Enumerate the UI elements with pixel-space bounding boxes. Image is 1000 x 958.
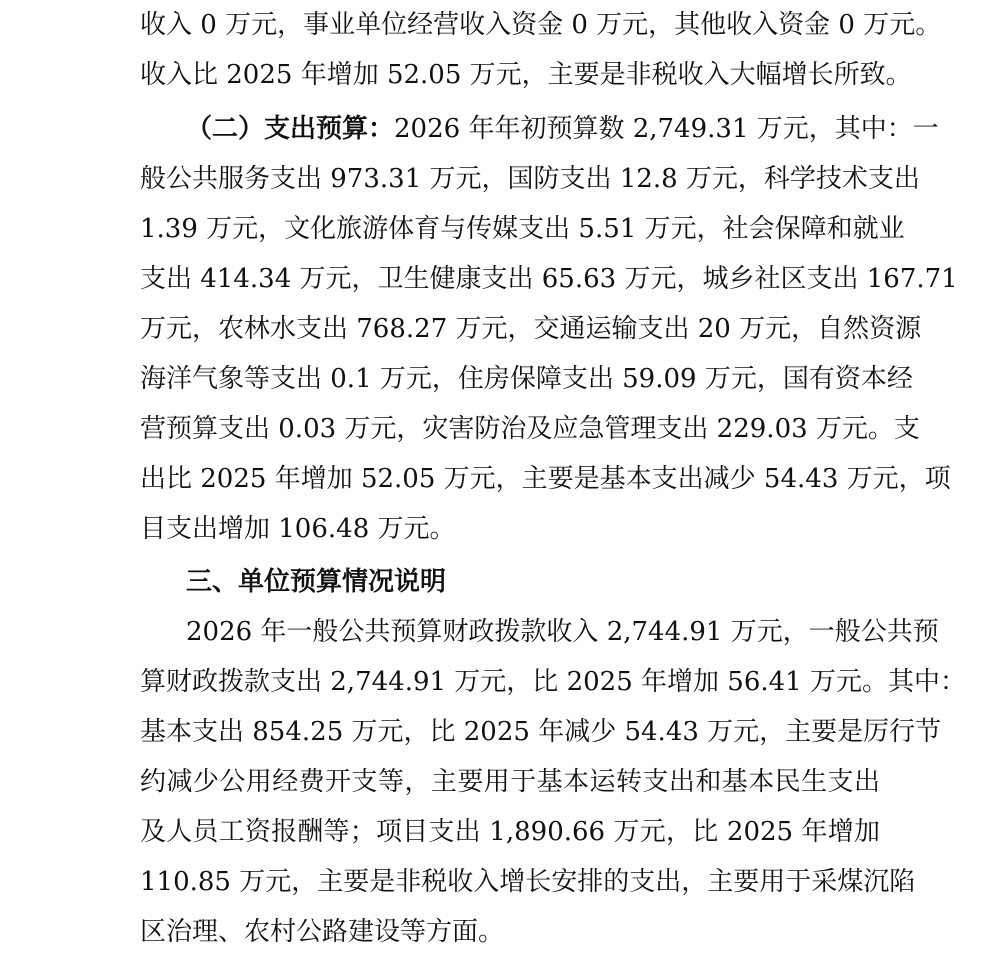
section-heading: 三、单位预算情况说明 <box>186 567 447 597</box>
body-text-line: 约减少公用经费开支等，主要用于基本运转支出和基本民生支出 <box>140 767 880 797</box>
body-text-line: 万元，农林水支出 768.27 万元，交通运输支出 20 万元，自然资源 <box>140 314 922 344</box>
body-text-line: 2026 年一般公共预算财政拨款收入 2,744.91 万元，一般公共预 <box>186 617 939 647</box>
body-text-line: 收入 0 万元，事业单位经营收入资金 0 万元，其他收入资金 0 万元。 <box>140 10 942 40</box>
body-text-line: 110.85 万元，主要是非税收入增长安排的支出，主要用于采煤沉陷 <box>140 867 916 897</box>
body-text-line: 目支出增加 106.48 万元。 <box>140 514 456 544</box>
body-text-line: 营预算支出 0.03 万元，灾害防治及应急管理支出 229.03 万元。支 <box>140 414 920 444</box>
body-text-line: 及人员工资报酬等；项目支出 1,890.66 万元，比 2025 年增加 <box>140 817 880 847</box>
body-text-line: 基本支出 854.25 万元，比 2025 年减少 54.43 万元，主要是厉行节 <box>140 717 942 747</box>
expenditure-text: 2026 年年初预算数 2,749.31 万元，其中：一 <box>394 114 939 144</box>
body-text-line: 收入比 2025 年增加 52.05 万元，主要是非税收入大幅增长所致。 <box>140 60 912 90</box>
expenditure-first-line <box>186 109 939 149</box>
expenditure-lead: （二）支出预算： <box>186 114 395 144</box>
body-text-line: 1.39 万元，文化旅游体育与传媒支出 5.51 万元，社会保障和就业 <box>140 214 905 244</box>
body-text-line: 海洋气象等支出 0.1 万元，住房保障支出 59.09 万元，国有资本经 <box>140 364 913 394</box>
body-text-line: 支出 414.34 万元，卫生健康支出 65.63 万元，城乡社区支出 167.71 <box>140 264 958 294</box>
body-text-line: 般公共服务支出 973.31 万元，国防支出 12.8 万元，科学技术支出 <box>140 164 920 194</box>
body-text-line: 算财政拨款支出 2,744.91 万元，比 2025 年增加 56.41 万元。其中： <box>140 667 966 697</box>
body-text-line: 出比 2025 年增加 52.05 万元，主要是基本支出减少 54.43 万元，项 <box>140 464 951 494</box>
body-text-line: 区治理、农村公路建设等方面。 <box>140 917 505 947</box>
